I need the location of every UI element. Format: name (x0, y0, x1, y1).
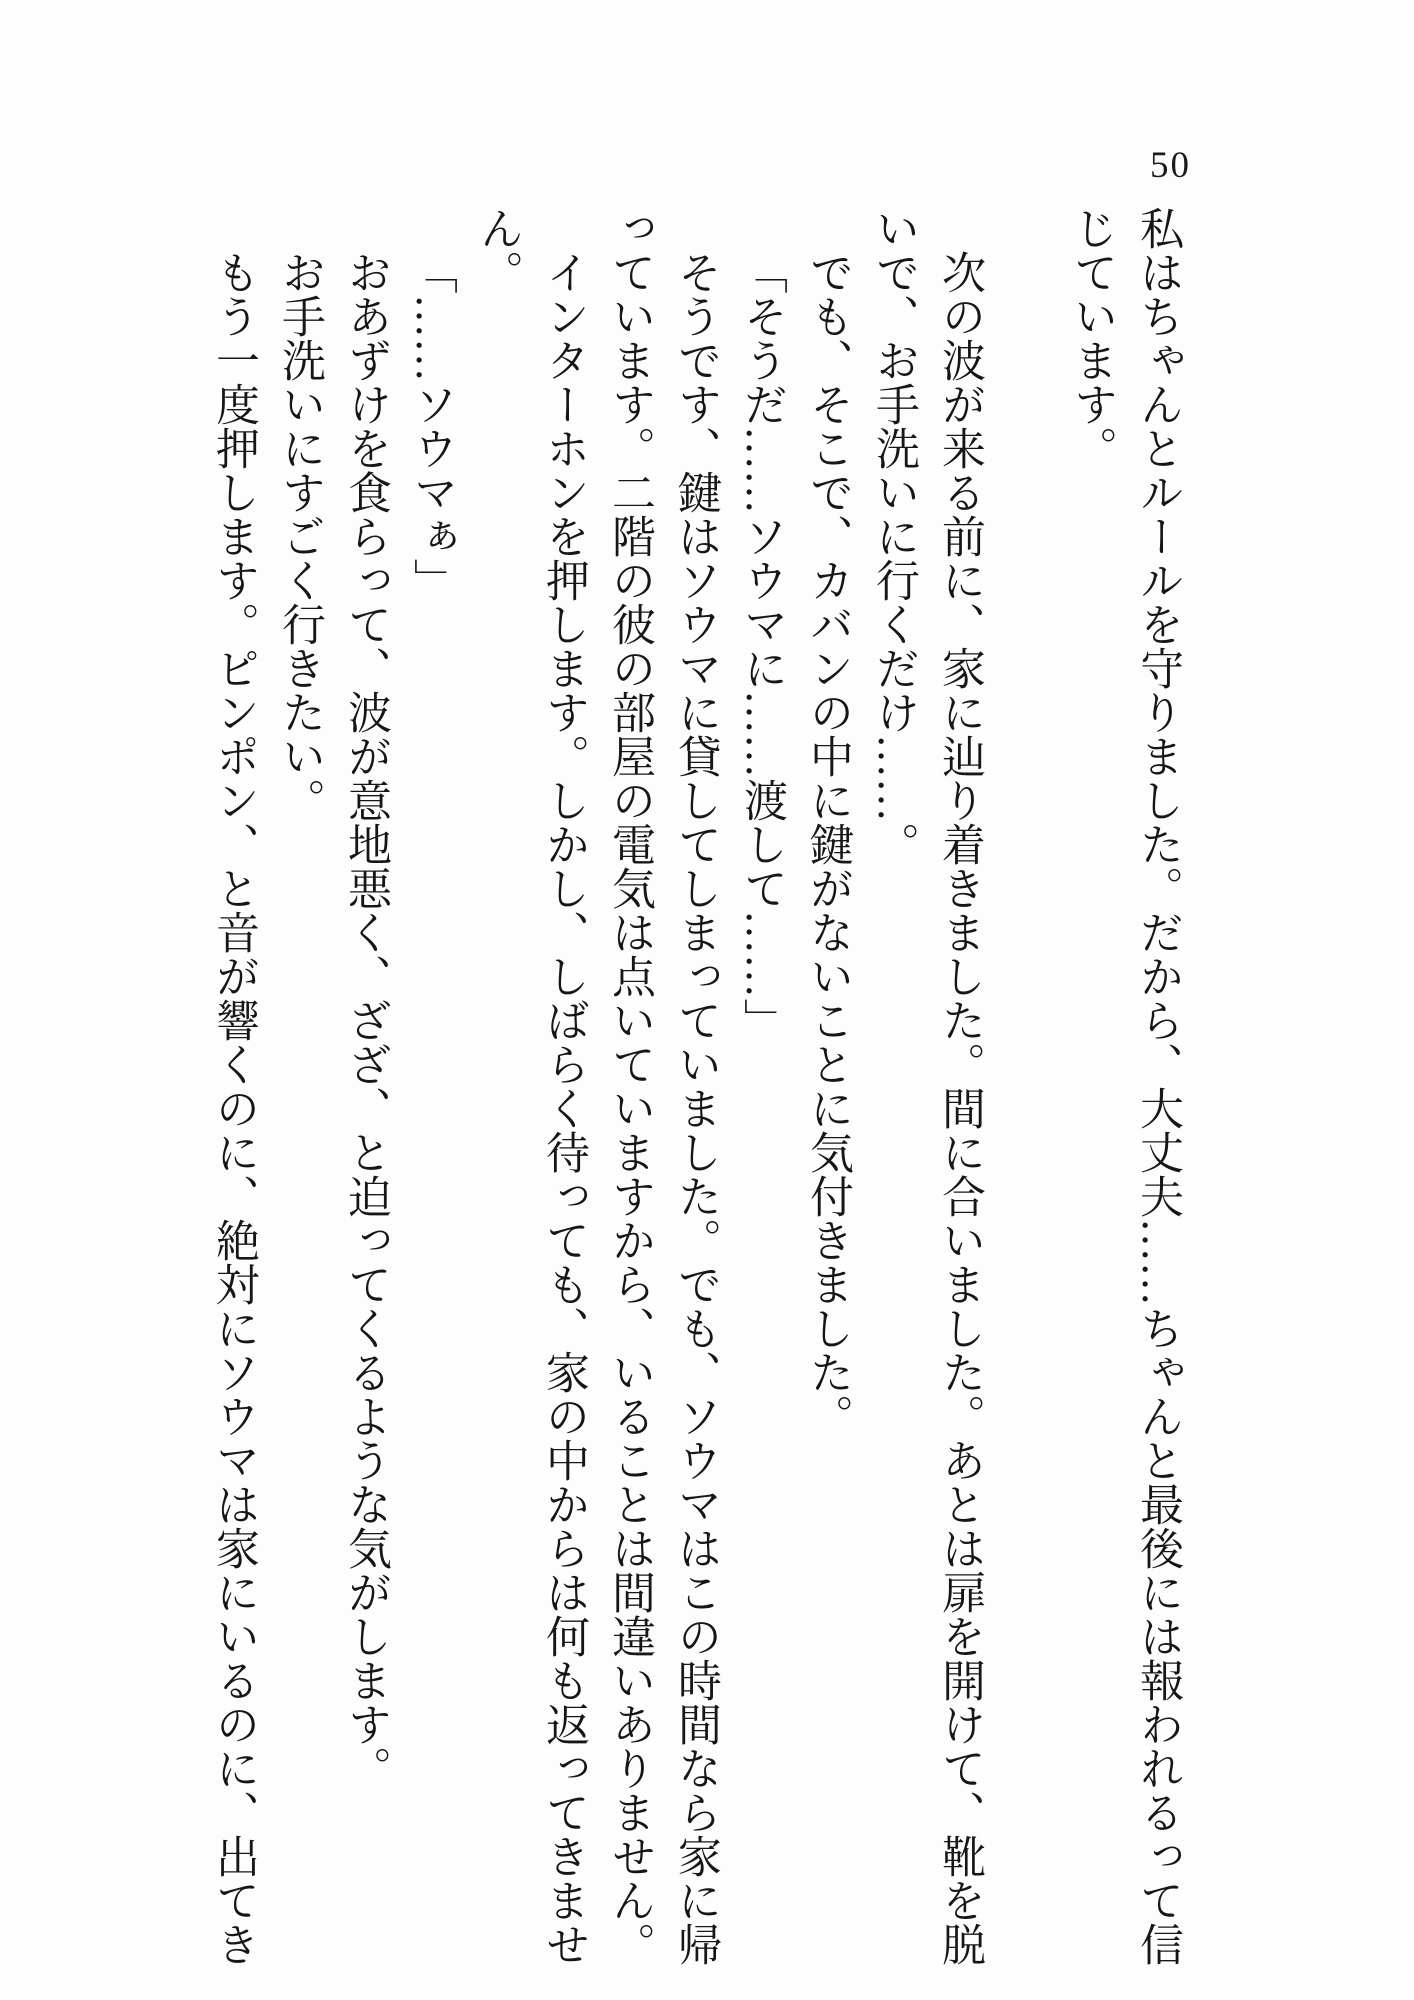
paragraph: でも、そこで、カバンの中に鍵がないことに気付きました。 (803, 250, 852, 1438)
paragraph: おあずけを食らって、波が意地悪く、ざざ、と迫ってくるような気がします。 (341, 250, 390, 1790)
page-number: 50 (1150, 145, 1191, 186)
paragraph: 次の波が来る前に、家に辿り着きました。間に合いました。あとは扉を開けて、靴を脱いで、お手洗いに行くだけ……。 (869, 206, 984, 1966)
paragraph: もう一度押します。ピンポン、と音が響くのに、絶対にソウマは家にいるのに、出てき (209, 250, 258, 1966)
paragraph: インターホンを押します。しかし、しばらく待っても、家の中からは何も返ってきません。 (473, 206, 588, 1966)
paragraph-opening: 私はちゃんとルールを守りました。だから、大丈夫……ちゃんと最後には報われるって信じています。 (1067, 206, 1182, 1966)
paragraph-break-gap (992, 206, 1058, 1976)
paragraph: そうです、鍵はソウマに貸してしまっていました。でも、ソウマはこの時間なら家に帰っています。二階の彼の部屋の電気は点いていますから、いることは間違いありません。 (605, 206, 720, 1966)
paragraph: お手洗いにすごく行きたい。 (275, 250, 324, 822)
vertical-text-block (200, 206, 1190, 1976)
paragraph-dialogue: 「……ソウマぁ」 (407, 250, 456, 602)
paragraph-dialogue: 「そうだ……ソウマに……渡して……」 (737, 250, 786, 1042)
